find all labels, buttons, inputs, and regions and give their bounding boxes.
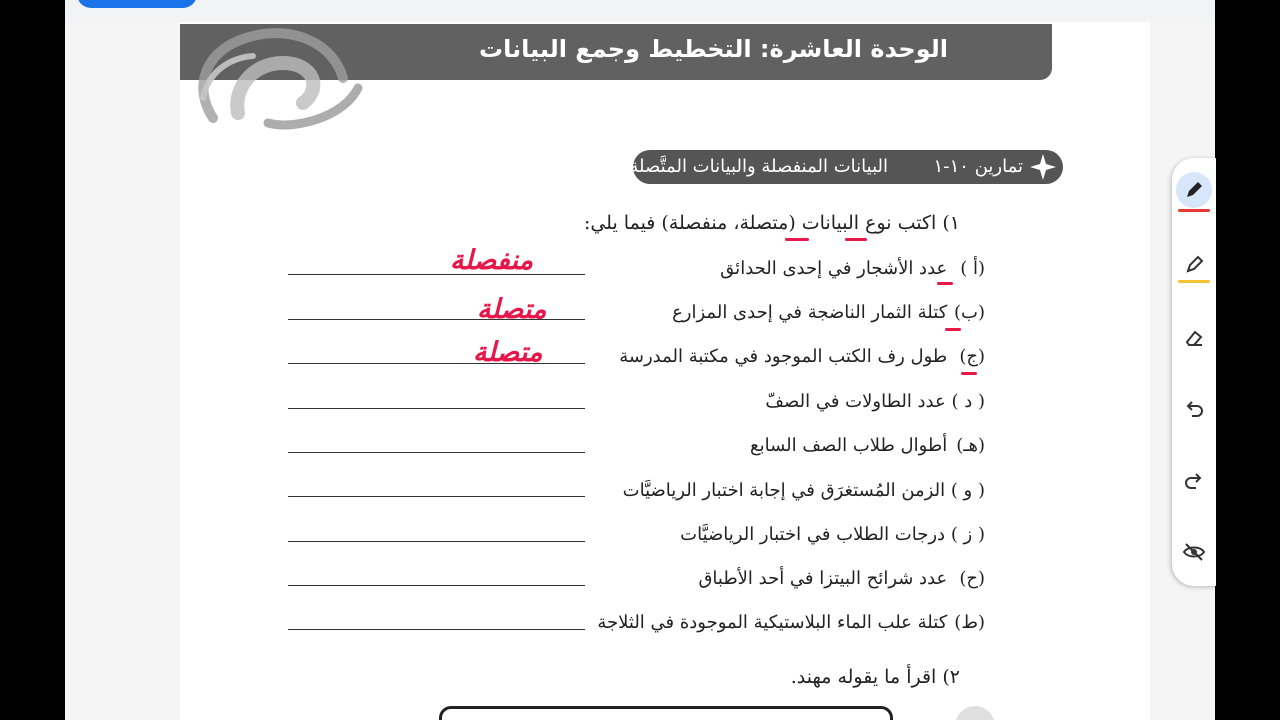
redo-icon[interactable]	[1180, 466, 1208, 494]
item-text: عدد شرائح البيتزا في أحد الأطباق	[698, 568, 948, 589]
item-label: (ج)	[959, 346, 985, 367]
answer-line	[288, 629, 585, 630]
list-item	[698, 564, 985, 594]
annotation-underline	[945, 328, 961, 331]
item-text: الزمن المُستغرَق في إجابة اختبار الرياضيَّات	[622, 480, 946, 501]
item-text: عدد الطاولات في الصفّ	[765, 391, 946, 412]
answer-line	[288, 408, 585, 409]
exercise-label: تمارين ١٠-١	[933, 156, 1023, 177]
exercise-header	[629, 150, 1063, 184]
handwritten-answer: منفصلة	[450, 245, 534, 276]
undo-icon[interactable]	[1180, 394, 1208, 422]
list-item	[597, 608, 985, 638]
handwritten-answer: متصلة	[477, 294, 547, 325]
question-1: ١) اكتب نوع البيانات (متصلة، منفصلة) فيما يلي:	[583, 212, 960, 234]
star-icon	[1029, 153, 1057, 181]
item-label: (ح)	[959, 568, 985, 589]
item-label: (ب)	[954, 302, 985, 323]
handwritten-answer: متصلة	[473, 337, 543, 368]
item-label: ( ز )	[950, 524, 985, 545]
item-text: طول رف الكتب الموجود في مكتبة المدرسة	[619, 346, 948, 367]
list-item	[680, 520, 985, 550]
item-text: درجات الطلاب في اختبار الرياضيَّات	[680, 524, 946, 545]
annotation-toolbar	[1172, 158, 1216, 586]
document-viewer	[65, 0, 1215, 720]
top-action-button[interactable]	[77, 0, 197, 8]
unit-title: الوحدة العاشرة: التخطيط وجمع البيانات	[478, 35, 948, 63]
answer-line	[288, 452, 585, 453]
annotation-underline	[785, 238, 809, 241]
list-item	[619, 342, 985, 372]
item-label: ( د )	[951, 391, 985, 412]
list-item	[750, 431, 985, 461]
hide-annotations-icon[interactable]	[1180, 538, 1208, 566]
item-text: عدد الأشجار في إحدى الحدائق	[720, 258, 948, 279]
annotation-underline	[845, 238, 867, 241]
answer-line	[288, 541, 585, 542]
item-text: أطوال طلاب الصف السابع	[750, 435, 948, 456]
item-label: (ط)	[954, 612, 985, 633]
item-text: كتلة الثمار الناضجة في إحدى المزارع	[672, 302, 948, 323]
item-label: (أ )	[960, 258, 985, 279]
list-item	[623, 476, 985, 506]
speech-box	[439, 706, 893, 720]
exercise-title: البيانات المنفصلة والبيانات المتَّصلة	[629, 156, 888, 177]
eraser-icon[interactable]	[1180, 324, 1208, 352]
answer-line	[288, 496, 585, 497]
pen-icon[interactable]	[1180, 176, 1208, 204]
answer-line	[288, 274, 585, 275]
highlighter-icon[interactable]	[1180, 250, 1208, 278]
question-2: ٢) اقرأ ما يقوله مهند.	[790, 666, 960, 688]
annotation-underline	[961, 372, 977, 375]
item-label: ( و )	[950, 480, 985, 501]
swirl-decoration	[183, 18, 383, 133]
answer-line	[288, 585, 585, 586]
item-text: كتلة علب الماء البلاستيكية الموجودة في الثلاجة	[597, 612, 948, 633]
list-item	[672, 298, 985, 328]
list-item	[765, 387, 985, 417]
list-item	[720, 254, 985, 284]
pen-color-indicator	[1178, 209, 1210, 212]
highlighter-color-indicator	[1178, 280, 1210, 283]
item-label: (هـ)	[956, 435, 985, 456]
